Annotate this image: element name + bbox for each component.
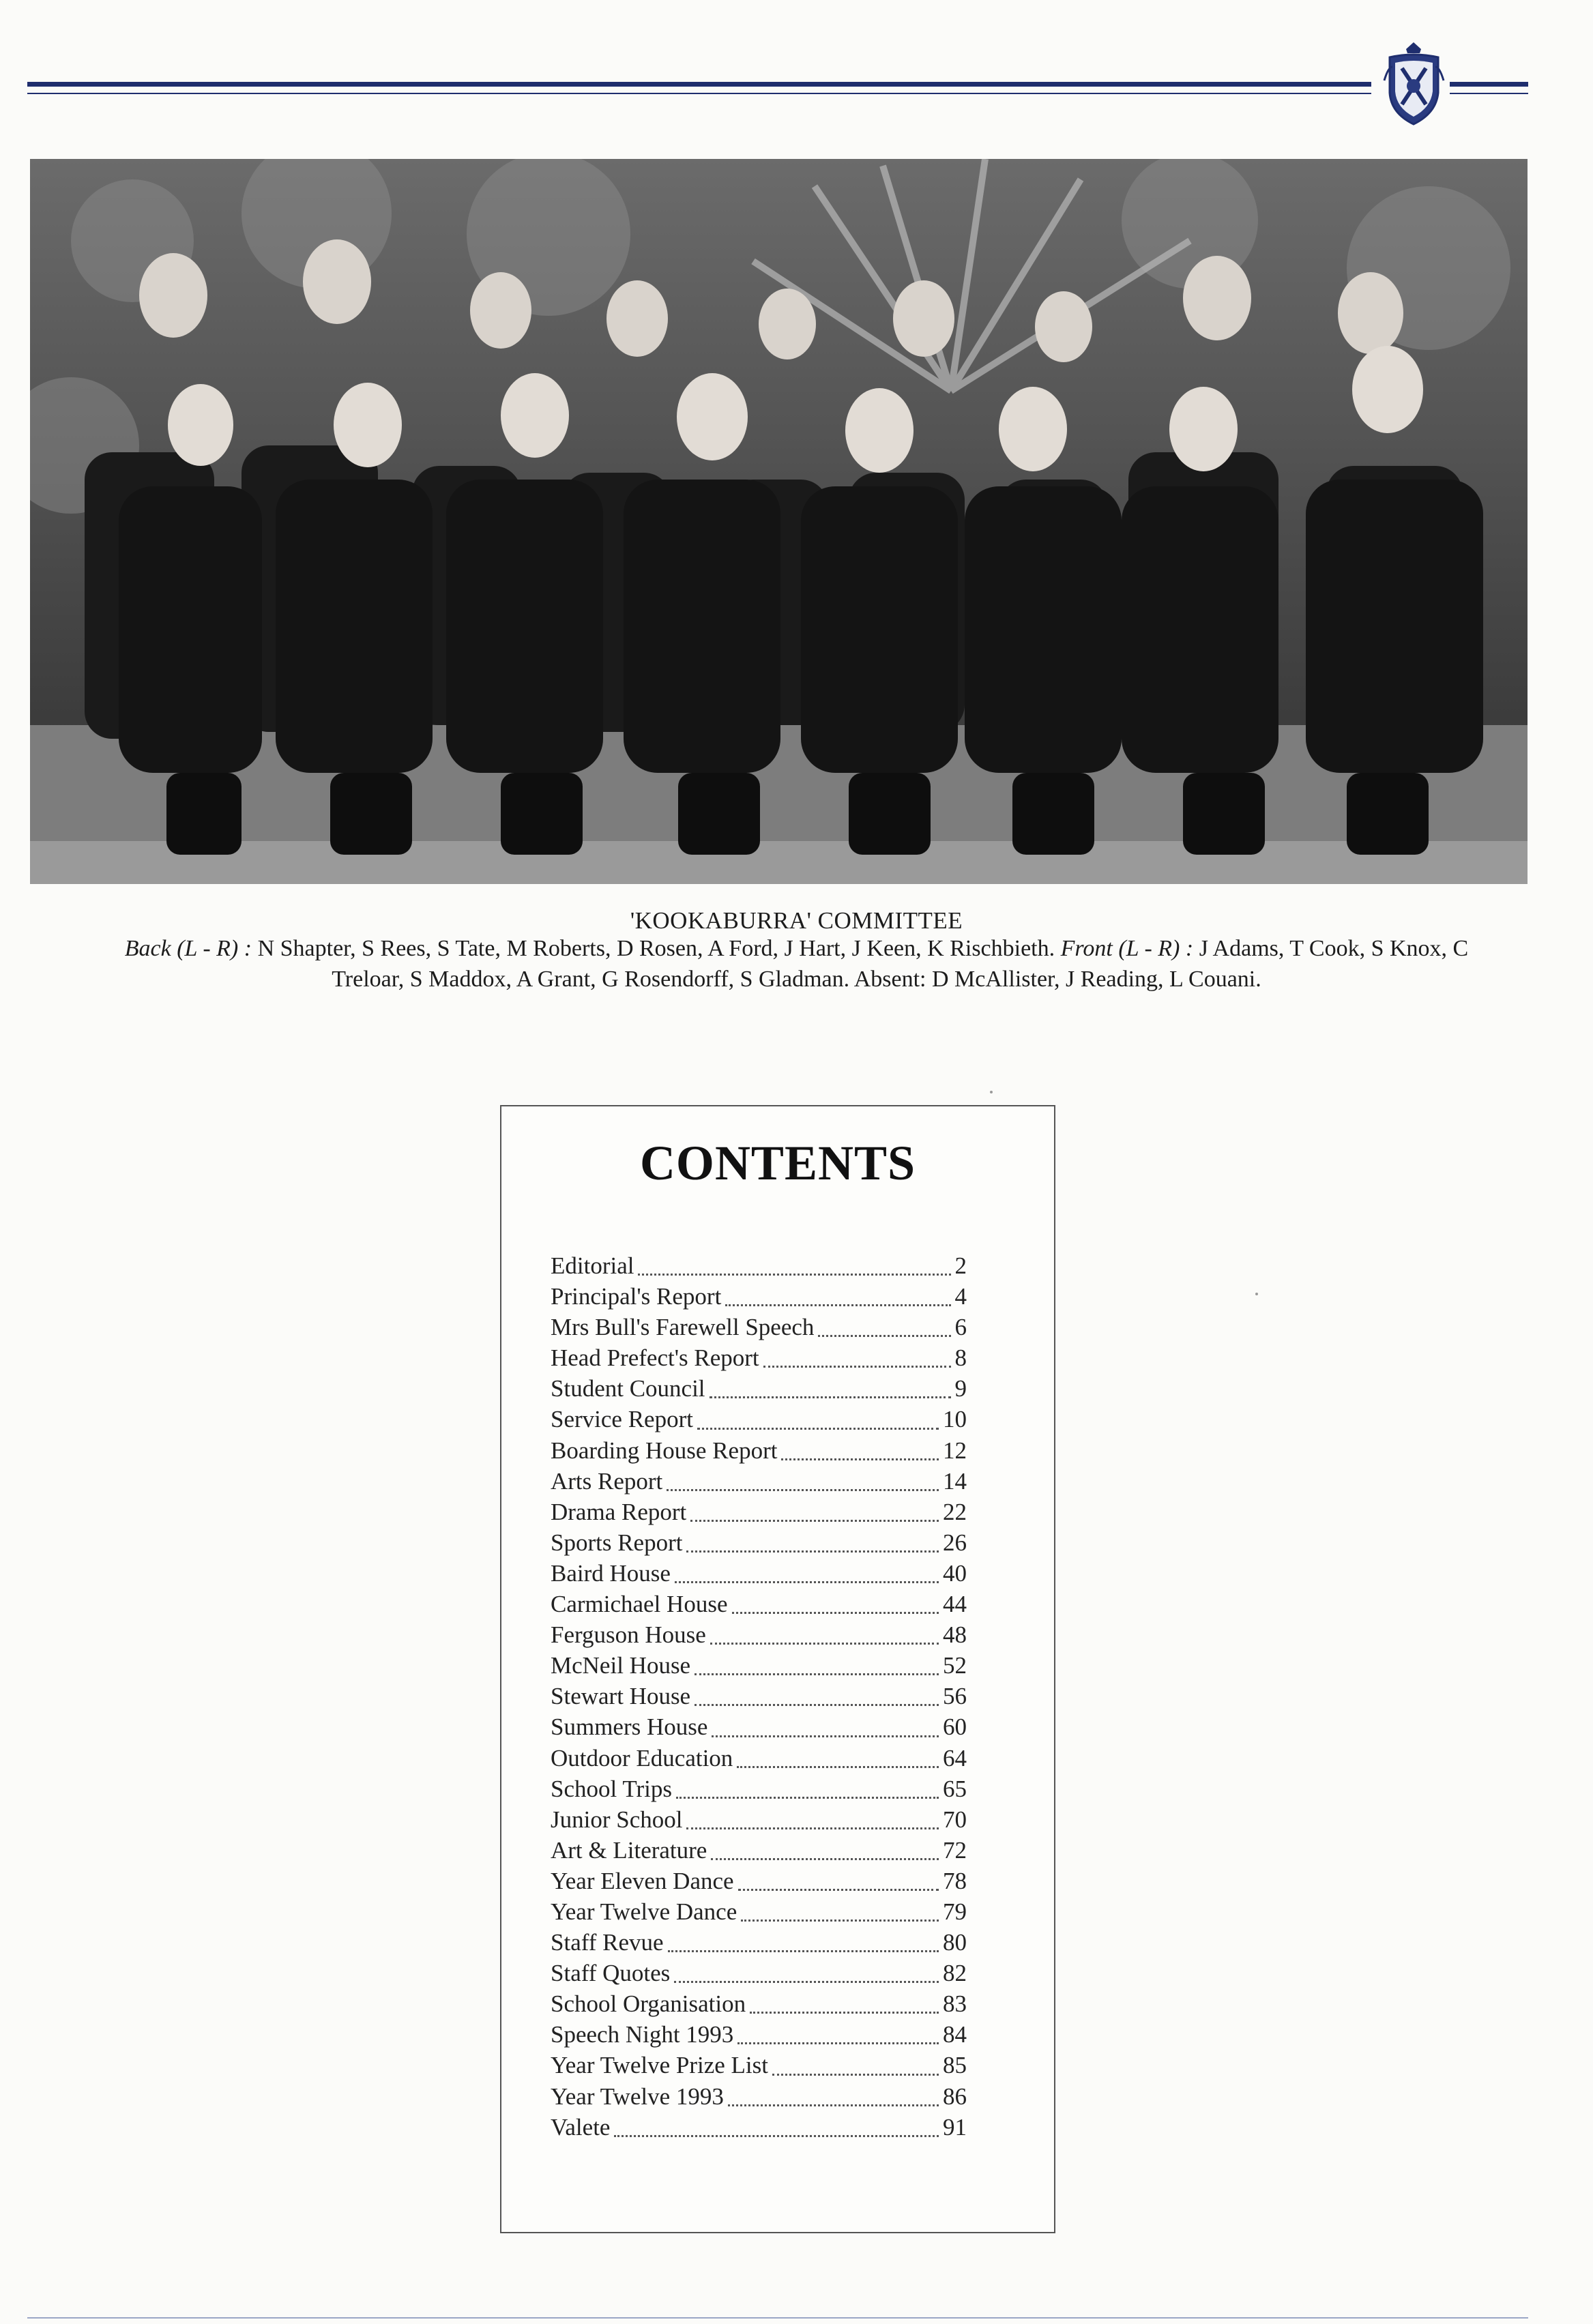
dot-leader xyxy=(638,1273,950,1276)
contents-entry-title: Head Prefect's Report xyxy=(551,1344,759,1372)
contents-entry xyxy=(551,2114,967,2145)
contents-entry-page: 78 xyxy=(943,1867,967,1894)
contents-entry-page: 26 xyxy=(943,1529,967,1556)
dot-leader xyxy=(737,1765,939,1768)
contents-entry-title: School Organisation xyxy=(551,1990,746,2018)
contents-entry-title: Baird House xyxy=(551,1559,671,1587)
scan-speck xyxy=(1255,1293,1258,1295)
contents-entry xyxy=(551,1776,967,1806)
dot-leader xyxy=(667,1488,939,1491)
dot-leader xyxy=(710,1642,939,1645)
back-row-names: N Shapter, S Rees, S Tate, M Roberts, D Rosen, A Ford, J Hart, J Keen, K Rischbieth. xyxy=(252,936,1061,961)
dot-leader xyxy=(725,1304,950,1306)
contents-entry xyxy=(551,1499,967,1529)
dot-leader xyxy=(686,1550,939,1553)
contents-entry-page: 82 xyxy=(943,1960,967,1987)
contents-entry-title: Mrs Bull's Farewell Speech xyxy=(551,1314,815,1341)
dot-leader xyxy=(710,1396,951,1398)
contents-entry xyxy=(551,1868,967,1898)
scan-speck xyxy=(990,1091,993,1093)
contents-entry-title: Student Council xyxy=(551,1375,705,1402)
contents-entry-page: 91 xyxy=(943,2113,967,2141)
contents-list xyxy=(551,1252,967,2145)
contents-entry-page: 40 xyxy=(943,1559,967,1587)
contents-entry-title: Valete xyxy=(551,2113,611,2141)
dot-leader xyxy=(732,1611,939,1614)
contents-entry xyxy=(551,1560,967,1591)
contents-entry xyxy=(551,1591,967,1621)
contents-entry-title: Service Report xyxy=(551,1406,693,1433)
contents-entry-title: Year Twelve Prize List xyxy=(551,2052,768,2079)
contents-entry xyxy=(551,1652,967,1683)
contents-entry xyxy=(551,1960,967,1990)
contents-entry-title: Arts Report xyxy=(551,1467,663,1495)
dot-leader xyxy=(737,2042,939,2044)
dot-leader xyxy=(750,2011,939,2014)
contents-entry-page: 72 xyxy=(943,1836,967,1864)
contents-entry xyxy=(551,1713,967,1744)
contents-entry-title: McNeil House xyxy=(551,1652,691,1679)
contents-entry-title: Year Twelve 1993 xyxy=(551,2083,724,2110)
dot-leader xyxy=(676,1796,939,1799)
contents-entry-page: 84 xyxy=(943,2021,967,2048)
contents-entry xyxy=(551,2021,967,2052)
contents-entry xyxy=(551,1806,967,1837)
contents-entry xyxy=(551,1375,967,1406)
contents-entry-page: 2 xyxy=(954,1252,967,1279)
contents-entry xyxy=(551,1745,967,1776)
contents-entry xyxy=(551,1621,967,1652)
contents-entry-title: Boarding House Report xyxy=(551,1437,778,1464)
contents-heading: CONTENTS xyxy=(639,1136,916,1190)
dot-leader xyxy=(728,2104,939,2106)
dot-leader xyxy=(697,1427,939,1430)
contents-entry-title: Summers House xyxy=(551,1713,708,1741)
contents-entry-title: Staff Revue xyxy=(551,1929,664,1956)
header-rule xyxy=(27,82,1371,87)
contents-entry-page: 83 xyxy=(943,1990,967,2018)
dot-leader xyxy=(772,2073,939,2076)
contents-entry-title: Outdoor Education xyxy=(551,1744,733,1771)
header-rule-right-thin xyxy=(1450,93,1528,94)
contents-entry-page: 79 xyxy=(943,1898,967,1925)
contents-entry-title: Stewart House xyxy=(551,1683,691,1710)
dot-leader xyxy=(818,1334,950,1337)
front-row-label: Front (L - R) : xyxy=(1060,936,1194,961)
footer-rule xyxy=(27,2317,1528,2319)
contents-entry xyxy=(551,1283,967,1314)
contents-entry-title: Sports Report xyxy=(551,1529,683,1556)
dot-leader xyxy=(738,1888,939,1891)
dot-leader xyxy=(781,1458,939,1460)
contents-entry-page: 44 xyxy=(943,1591,967,1618)
contents-entry-page: 70 xyxy=(943,1806,967,1833)
contents-entry-page: 6 xyxy=(954,1314,967,1341)
contents-entry-title: Carmichael House xyxy=(551,1591,728,1618)
contents-entry-title: Principal's Report xyxy=(551,1283,722,1310)
front-row-names: J Adams, T Cook, S Knox, C Treloar, S Maddox, A Grant, G Rosendorff, S Gladman. Absent: D McAllister, J Reading, L Couani. xyxy=(332,936,1469,992)
dot-leader xyxy=(675,1580,939,1583)
contents-entry-page: 80 xyxy=(943,1929,967,1956)
photo-caption-title: 'KOOKABURRA' COMMITTEE xyxy=(630,907,963,934)
dot-leader xyxy=(712,1735,939,1737)
dot-leader xyxy=(674,1980,939,1983)
contents-entry xyxy=(551,1898,967,1929)
contents-entry xyxy=(551,1990,967,2021)
dot-leader xyxy=(711,1857,939,1860)
contents-entry-page: 10 xyxy=(943,1406,967,1433)
contents-entry-title: Junior School xyxy=(551,1806,683,1833)
contents-entry xyxy=(551,1406,967,1437)
contents-entry-title: School Trips xyxy=(551,1775,672,1802)
contents-entry-page: 12 xyxy=(943,1437,967,1464)
contents-entry-page: 60 xyxy=(943,1713,967,1741)
contents-entry xyxy=(551,1252,967,1283)
contents-entry xyxy=(551,1929,967,1960)
photo-caption-names xyxy=(89,933,1504,995)
school-crest-icon xyxy=(1382,40,1446,127)
contents-entry xyxy=(551,1344,967,1375)
dot-leader xyxy=(763,1365,951,1368)
contents-entry xyxy=(551,1314,967,1344)
contents-panel xyxy=(500,1105,1055,2233)
contents-entry-page: 56 xyxy=(943,1683,967,1710)
contents-entry-page: 22 xyxy=(943,1498,967,1525)
contents-entry-page: 8 xyxy=(954,1344,967,1372)
contents-entry-title: Year Eleven Dance xyxy=(551,1867,734,1894)
contents-entry-title: Ferguson House xyxy=(551,1621,706,1649)
dot-leader xyxy=(686,1827,939,1829)
dot-leader xyxy=(668,1950,939,1952)
contents-entry-title: Art & Literature xyxy=(551,1836,707,1864)
contents-entry-page: 4 xyxy=(954,1283,967,1310)
contents-entry xyxy=(551,1837,967,1868)
header-rule-right xyxy=(1450,82,1528,87)
dot-leader xyxy=(614,2134,939,2137)
contents-entry-title: Editorial xyxy=(551,1252,634,1279)
contents-entry xyxy=(551,2083,967,2114)
contents-entry-page: 86 xyxy=(943,2083,967,2110)
contents-entry-page: 65 xyxy=(943,1775,967,1802)
dot-leader xyxy=(695,1703,939,1706)
contents-entry xyxy=(551,1468,967,1499)
contents-entry xyxy=(551,2052,967,2083)
contents-entry xyxy=(551,1437,967,1468)
committee-photo xyxy=(30,159,1528,884)
contents-entry-title: Year Twelve Dance xyxy=(551,1898,737,1925)
contents-entry-page: 85 xyxy=(943,2052,967,2079)
contents-entry-page: 48 xyxy=(943,1621,967,1649)
contents-entry xyxy=(551,1529,967,1560)
contents-entry xyxy=(551,1683,967,1713)
dot-leader xyxy=(741,1919,939,1922)
contents-entry-title: Speech Night 1993 xyxy=(551,2021,734,2048)
contents-entry-title: Staff Quotes xyxy=(551,1960,671,1987)
contents-entry-page: 9 xyxy=(954,1375,967,1402)
dot-leader xyxy=(690,1519,939,1522)
dot-leader xyxy=(695,1673,939,1675)
header-rule-thin xyxy=(27,93,1371,94)
contents-entry-page: 64 xyxy=(943,1744,967,1771)
contents-entry-page: 52 xyxy=(943,1652,967,1679)
contents-entry-page: 14 xyxy=(943,1467,967,1495)
contents-entry-title: Drama Report xyxy=(551,1498,687,1525)
back-row-label: Back (L - R) : xyxy=(124,936,252,961)
